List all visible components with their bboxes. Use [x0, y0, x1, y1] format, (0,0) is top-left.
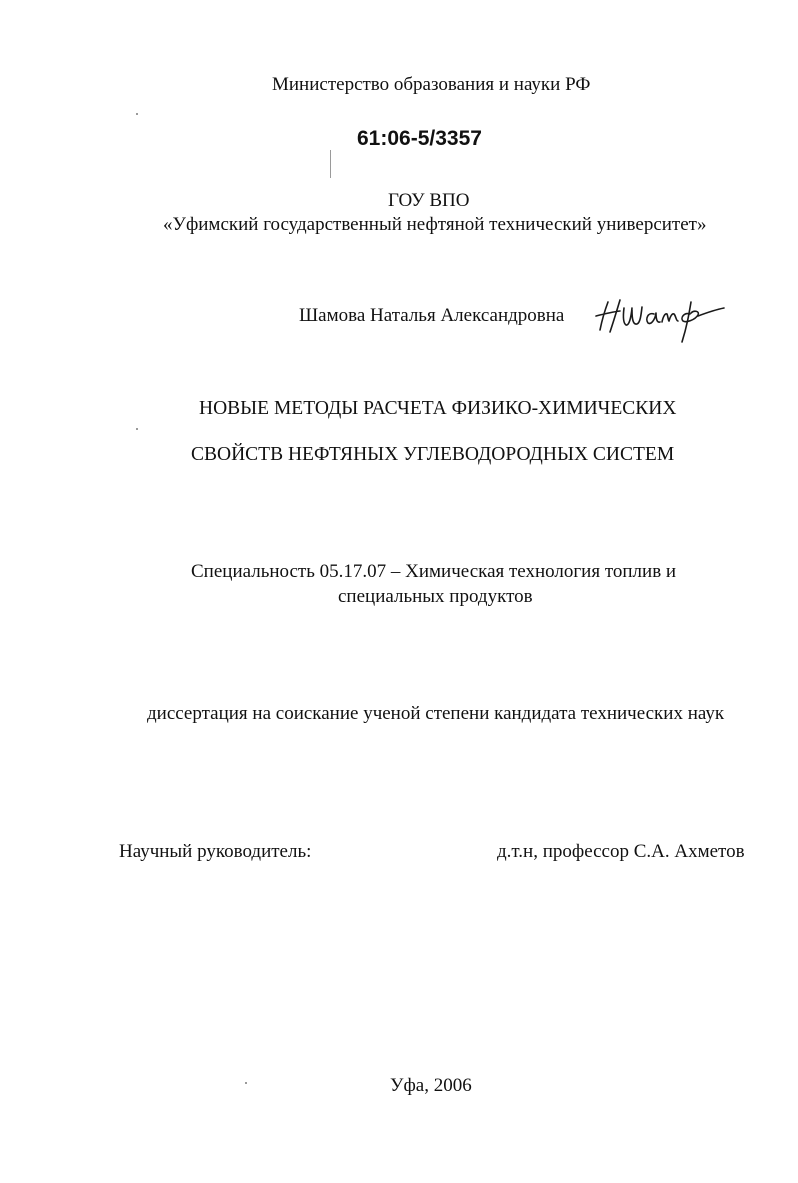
scan-speck: [245, 1082, 247, 1084]
city-year: Уфа, 2006: [390, 1075, 472, 1096]
institution-type: ГОУ ВПО: [388, 190, 470, 211]
signature-icon: [590, 292, 730, 348]
scan-speck: [136, 113, 138, 115]
title-line-2: СВОЙСТВ НЕФТЯНЫХ УГЛЕВОДОРОДНЫХ СИСТЕМ: [191, 444, 675, 465]
university-name: «Уфимский государственный нефтяной технический университет»: [163, 214, 707, 235]
supervisor-label: Научный руководитель:: [119, 841, 312, 862]
specialty-line-1: Специальность 05.17.07 – Химическая технология топлив и: [191, 561, 677, 582]
degree-statement: диссертация на соискание ученой степени кандидата технических наук: [147, 703, 725, 724]
scan-speck: [136, 428, 138, 430]
scan-speck: [330, 150, 331, 178]
ministry-heading: Министерство образования и науки РФ: [272, 74, 591, 95]
supervisor-name: д.т.н, профессор С.А. Ахметов: [497, 841, 745, 862]
specialty-line-2: специальных продуктов: [338, 586, 533, 607]
author-name: Шамова Наталья Александровна: [299, 305, 565, 326]
title-line-1: НОВЫЕ МЕТОДЫ РАСЧЕТА ФИЗИКО-ХИМИЧЕСКИХ: [199, 398, 677, 419]
catalog-code: 61:06-5/3357: [357, 127, 482, 150]
